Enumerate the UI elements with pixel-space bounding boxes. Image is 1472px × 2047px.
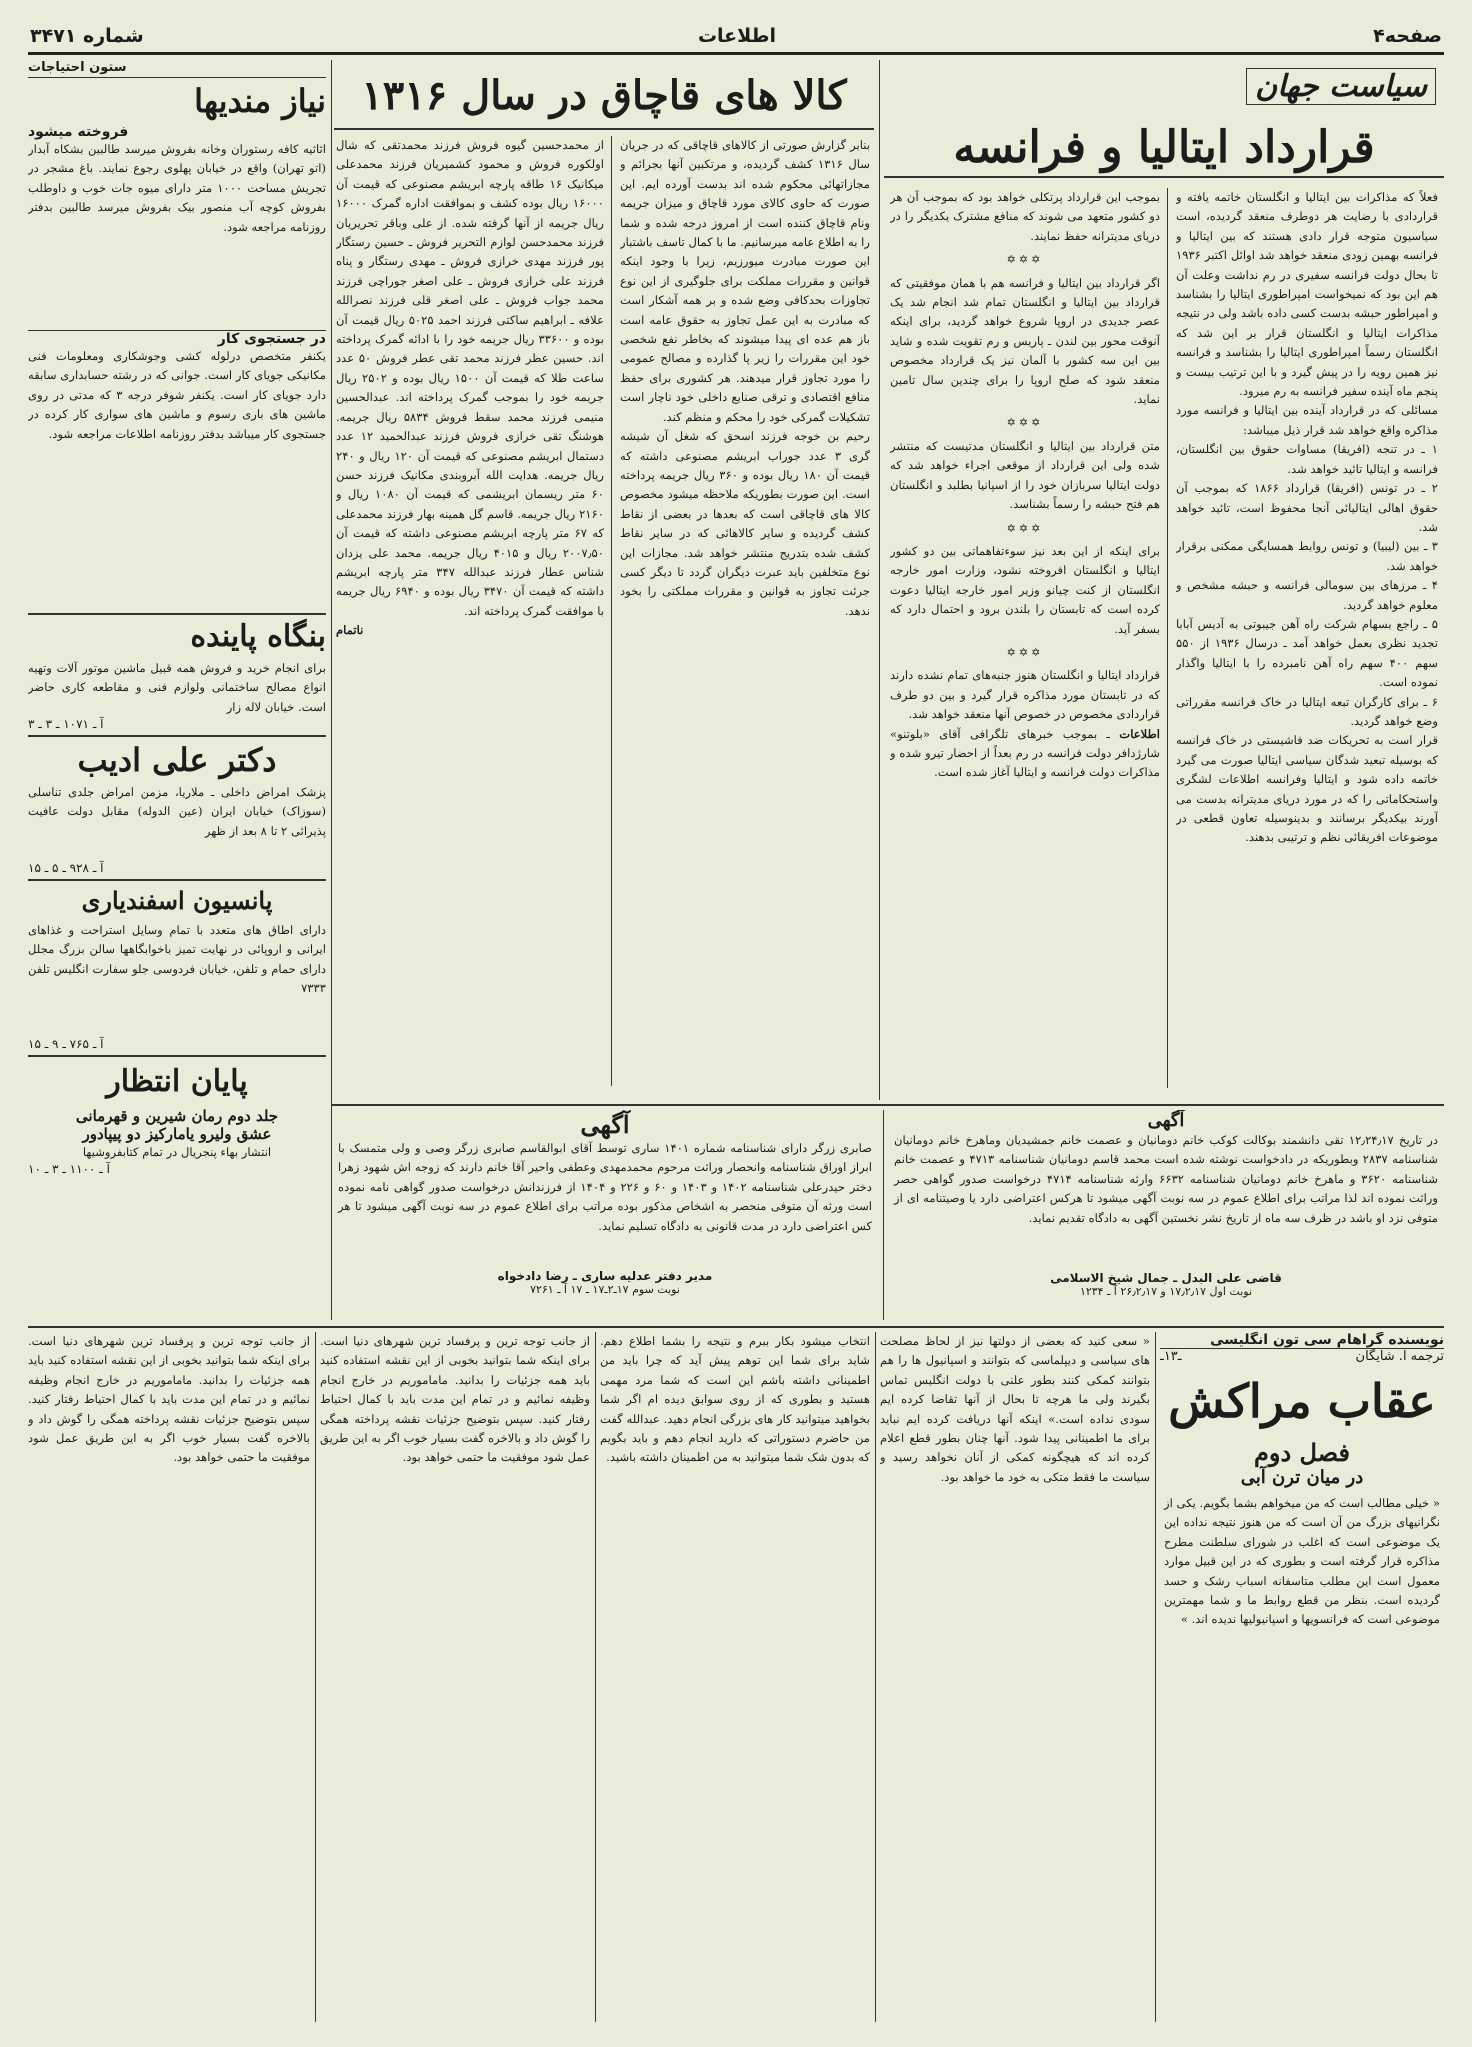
politics-item-5: ۵ ـ راجع بسهام شرکت راه آهن جیبوتی به آدیس آبابا تجدید نظری بعمل خواهد آمد ـ درسال ۱۹۳۶ از ۵۵۰ سهم ۴۰۰ سهم راه آهن نامبرده را با ایتالیا واگذار نموده است. — [1176, 616, 1438, 690]
notice-1-text: صابری زرگر دارای شناسنامه شماره ۱۴۰۱ ساری توسط آقای ابوالقاسم صابری زرگر وصی و ولی متمسک با ابراز اوراق شناسنامه وانحصار وراثت مرحوم محمدمهدی وعطفی واحیر آقا خانم دارند که زوجه اش شهود زهرا دختر حیدرعلی شناسنامه ۱۴۰۲ و ۱۴۰۳ و ۶۰ و ۲۲۶ و ۱۴۰۴ از فرزندانش درخواست صدور گواهی نامه نموده است ورثه آن متوفی منحصر به اشخاص مذکور بوده مراتب برای اطلاع عموم در سه نوبت آگهی میشود تا هر کس اعتراضی دارد در مدت قانونی به دادگاه تسلیم نماید. — [338, 1141, 872, 1233]
contraband-text-3: رحیم بن خوجه فرزند اسحق که شغل آن شیشه گری ۳ عدد جوراب ابریشم مصنوعی داشته که قیمت آن ۱۸۰ ریال بوده و ۳۶۰ ریال جریمه پرداخته است. این صورت بطوریکه ملاحظه میشود مخصوص کالا های قاچاقی است که بعدها در بعضی از نقاط کشف گردیده و سایر کالاهائی که در سایر نقاط کشف شده بتدریج منتشر خواهد شد. مجازات این نوع متخلفین باید عبرت دیگران گردد تا دیگر کسی جرئت تجاوز به قوانین و مقررات مملکتی را بخود ندهد. — [620, 429, 870, 618]
end-text: انتشار بهاء پنجریال در تمام کتابفروشیها — [82, 1145, 272, 1159]
politics-col2-para-d: برای اینکه از این بعد نیز سوءتفاهماتی بین دو کشور ایتالیا و انگلستان افروخته نشود، وزارت امور خارجه انگلستان از کنت چیانو وزیر امور خارجه ایتالیا دعوت کرده است که تابستان را بلندن برود و احتمال دارد که بسفر آید. — [890, 543, 1160, 636]
separator-stars: ✡✡✡ — [1006, 645, 1044, 659]
needs-label: ستون احتیاجات — [28, 60, 326, 78]
contraband-text-1: بنابر گزارش صورتی از کالاهای قاچاقی که در جریان سال ۱۳۱۶ کشف گردیده، و مرتکبین آنها بجرائم و مجازاتهائی محکوم شده اند بدست آورده ایم. این صورت که حاوی کالای مورد قاچاق و میزان جریمه ونام قاچاق کننده است از امروز درجه شده و شما را به اطلاع عامه میرسانیم. ما با کمال تاسف باشتبار این صورت مبادرت میورزیم، زیرا با وجود اینکه قوانین و مقررات مملکت برای جلوگیری از این نوع تجاوزات بحدکافی وضع شده و بر همه آشکار است که مبادرت به این عمل تجاوز به حقوق عامه است باز هم عده ای پیدا میشوند که بخاطر نفع شخصی خود این مقررات را زیر پا گذارده و مصالح عمومی را مورد تجاوز قرار میدهند. هر کشوری برای حفظ منافع اقتصادی و ترقی صنایع داخلی خود ناچار است تشکیلات گمرکی خود را محکم و منظم کند. — [620, 138, 870, 424]
bongah-ref: آ ـ ۱۰۷۱ ـ ۳ ـ ۳ — [28, 717, 104, 731]
notice-1 — [332, 1110, 878, 1320]
needs-title: نیاز مندیها — [194, 82, 326, 120]
doctor-ref: آ ـ ۹۲۸ ـ ۵ ـ ۱۵ — [28, 861, 104, 875]
notice-2-signature: قاضی علی البدل ـ جمال شیخ الاسلامی — [1050, 1271, 1282, 1285]
serial-subtitle: در میان ترن آبی — [1240, 1467, 1364, 1488]
seeking-heading: در جستجوی کار — [28, 330, 326, 347]
end-line-2: عشق ولیرو یامارکیز دو پیپادور — [82, 1125, 272, 1143]
unfinished-label: ناتمام — [336, 623, 364, 638]
politics-col2-para-b: اگر قرارداد بین ایتالیا و فرانسه هم با همان موفقیتی که قرارداد بین ایتالیا و انگلستان تمام شد انجام شد یک عصر جدیدی در اروپا شروع خواهد گردید، برای اینکه آنوقت محور بین لندن ـ پاریس و رم تقویت شده و شاید بین این سه کشور با آلمان نیز یک قرارداد مخصوص منعقد شود که صلح اروپا را برای چندین سال تامین نماید. — [890, 275, 1160, 407]
politics-column-1 — [1176, 188, 1438, 1088]
politics-col2-para-a: بموجب این قرارداد پرتکلی خواهد بود که بموجب آن هر دو کشور متعهد می شوند که منافع مشترک یکدیگر را در دریای مدیترانه حفظ نمایند. — [890, 190, 1160, 243]
bongah-text: برای انجام خرید و فروش همه قبیل ماشین موتور آلات وتهیه انواع مصالح ساختمانی ولوازم فنی و مقاطعه کاری حاضر است. خیابان لاله زار — [28, 661, 326, 714]
page-number: صفحه۴ — [1373, 25, 1442, 47]
masthead: اطلاعات — [697, 25, 776, 47]
section-title: سیاست جهان — [1246, 68, 1436, 105]
notice-2-title: آگهی — [1147, 1110, 1185, 1131]
serial-translator: ترجمه ا. شایگان — [1355, 1349, 1444, 1364]
serial-chapter: فصل دوم — [1254, 1438, 1350, 1467]
issue-number: شماره ۳۴۷۱ — [30, 25, 144, 47]
politics-block — [884, 60, 1444, 1100]
column-rule — [1155, 1332, 1156, 2022]
pension-text: دارای اطاق های متعدد با تمام وسایل استراحت و غذاهای ایرانی و اروپائی در نهایت تمیز باخوابگاهها سالن بزرگ مجلل دارای حمام و تلفن، خیابان فردوسی جلو سفارت انگلیس تلفن ۷۳۳۳ — [28, 923, 326, 996]
column-rule — [595, 1332, 596, 2022]
politics-column-2 — [890, 188, 1160, 1088]
column-rule — [875, 1332, 876, 2022]
serial-column-3: انتخاب میشود بکار ببرم و نتیجه را بشما اطلاع دهم. شاید برای شما این توهم پیش آید که چرا باید من اطمینانی داشته باشم این است که شما مرد مهمی هستید و بطوری که از روی سوابق دیده ام اگر شما بخواهید میتوانید کار های بزرگی انجام دهید. عبدالله گفت من حاضرم دستوراتی که دارید انجام دهم و باید بگویم که بدون شک شما میتوانید به من اطمینان داشته باشید. — [600, 1334, 870, 1465]
end-line-1: جلد دوم رمان شیرین و قهرمانی — [75, 1107, 279, 1125]
column-rule — [611, 136, 612, 1086]
serial-column-2: « سعی کنید که بعضی از دولتها نیز از لحاظ مصلحت های سیاسی و دیپلماسی که بتوانند و اسپانیول ها را هم بتوانند کمکی کنند بطور علنی با دولت انگلیس تماس بگیرند ولی ما هرچه تا بحال از آنها تقاضا کرده ایم سودی نداده است.» اینکه آنها دریافت کرده ایم نباید برای ما اطمینانی پیدا شود. آنها چنان بطور قطع اعلام کرده اند که هیچگونه کمکی از آنان نخواهد رسید و سیاست ما فقط متکی به خود ما خواهد بود. — [880, 1334, 1150, 1484]
pension-title: پانسیون اسفندیاری — [81, 886, 273, 915]
column-rule — [315, 1332, 316, 2022]
serial-title: عقاب مراکش — [1168, 1374, 1436, 1428]
separator-stars: ✡✡✡ — [1006, 521, 1044, 535]
doctor-title: دکتر علی ادیب — [77, 741, 277, 779]
note-text: ـ بموجب خبرهای تلگرافی آقای «بلوتنو» شارژدافر دولت فرانسه در رم بعداً از احضار تیرو شده و مذاکرات دولت فرانسه و ایتالیا آغاز شده است. — [890, 726, 1160, 780]
serial-author: نویسنده گراهام سی تون انگلیسی — [1160, 1332, 1444, 1349]
contraband-text-2: از محمدحسین گیوه فروش فرزند محمدتقی که شال اولکوره فروش و محمود کشمیریان فرزند محمدعلی میکانیک ۱۶ طاقه پارچه ابریشم مصنوعی که قیمت آن ۱۶۰۰۰ ریال بوده کشف و بموافقت اداره گمرک ۱۶۰۰۰ ریال جریمه از آنها گرفته شده. از علی وباقر تحریریان فرزند محمدحسن لوازم التحریر فروش ـ حسین رستگار پور فرزند مهدی خرازی فروش ـ مهدی رستگار و پناه فرزند علی خرازی فروش ـ علی اصغر جوراچی فرزند محمد جواب فروش ـ علی اصغر قلی فرزند نصرالله علافه ـ ابراهیم ساکتی فرزند احمد ۵۰۲۵ ریال قیمت آن بوده و ۳۳۶۰۰ ریال جریمه خود را با ادائه گمرک پرداخته اند. حسین عطر فرزند محمد تقی عطر فروش ۵۰ عدد ساعت طلا که قیمت آن ۱۵۰۰ ریال بوده و ۲۵۰۲ ریال جریمه خود را بموجب گمرک پرداخته اند. عبدالحسین منیمی فرزند محمد سقط فروش ۵۸۳۴ ریال جریمه. هوشنگ تقی خرازی فروش فرزند عبدالحمید ۱۲ عدد دستمال ابریشم مصنوعی که قیمت آن ۱۲۰ ریال و ۲۴۰ ریال جریمه. هدایت الله آبروبندی مکانیک فرزند حسن ۶۰ متر ریسمان ابریشمی که قیمت آن ۱۰۸۰ ریال و ۲۱۶۰ ریال جریمه. قاسم گل همینه بهار فرزند محمدعلی که ۶۷ متر پارچه ابریشم مصنوعی داشته که قیمت آن ۲۰۰۷٫۵۰ ریال و ۴۰۱۵ ریال جریمه. محمد علی یزدان شناس عطار فرزند عبدالله ۳۴۷ متر پارچه ابریشم داشته که قیمت آن ۳۴۷۰ ریال بوده و ۶۹۴۰ ریال جریمه با موافقت گمرک پرداخته اند. — [336, 138, 604, 618]
separator-stars: ✡✡✡ — [1006, 253, 1044, 267]
notice-2-text: در تاریخ ۱۲٫۲۴٫۱۷ تقی دانشمند بوکالت کوکب خانم دومانیان و عصمت خانم جمشیدیان وماهرخ خانم دومانیان شناسنامه ۲۸۳۷ وبطوریکه در دادخواست نوشته شده است محمد قاسم دومانیان شناسنامه ۴۷۱۳ و عصمت خانم شناسنامه ۳۶۲۰ و ماهرخ خانم دومانیان شناسنامه ۶۶۳۲ وارثه شناسنامه ۴۷۱۴ درخواست صدور گواهی حصر وراثت نموده اند لذا مراتب برای اطلاع عموم در سه نوبت آگهی میشود تا هرکس اعتراضی دارد یا وصیتنامه ای از متوفی نزد او باشد در ظرف سه ماه از تاریخ نشر نخستین آگهی به دادگاه تقدیم نماید. — [894, 1133, 1438, 1225]
politics-col2-para-c: متن قرارداد بین ایتالیا و انگلستان مدتیست که منتشر شده ولی این قرارداد از موقعی اجراء خواهد شد که دولت ایتالیا سربازان خود را از اسپانیا بطلبد و انگلستان هم فتح حبشه را رسماً بشناسد. — [890, 438, 1160, 512]
doctor-text: پزشک امراض داخلی ـ ملاریا، مزمن امراض جلدی تناسلی (سوزاک) خیابان ایران (عین الدوله) مقابل دولت عافیت پذیرائی ۲ تا ۸ بعد از ظهر — [28, 785, 326, 838]
newspaper-page — [28, 18, 1444, 2030]
separator-stars: ✡✡✡ — [1006, 416, 1044, 430]
for-sale-heading: فروخته میشود — [28, 124, 129, 140]
politics-col2-para-e: قرارداد ایتالیا و انگلستان هنوز جنبه‌های تمام نشده دارند که در تابستان مورد مذاکره قرار گیرد و بین دو طرف قراردادی مخصوص در خصوص آنها منعقد خواهد شد. — [890, 668, 1160, 722]
end-ref: آ ـ ۱۱۰۰ ـ ۳ ـ ۱۰ — [28, 1162, 110, 1177]
column-rule — [883, 1110, 884, 1320]
pension-ref: آ ـ ۷۶۵ ـ ۹ ـ ۱۵ — [28, 1037, 104, 1051]
adverts-column — [28, 60, 326, 1322]
row-rule — [28, 1326, 1444, 1328]
politics-item-4: ۴ ـ مرزهای بین سومالی فرانسه و حبشه مشخص و معلوم خواهد گردید. — [1176, 578, 1438, 612]
politics-para-2: مسائلی که در قرارداد آینده بین ایتالیا و فرانسه مورد مذاکره واقع خواهد شد قرار ذیل میباشد: — [1176, 403, 1438, 437]
serial-title-block — [1160, 1332, 1444, 2022]
politics-item-1: ۱ ـ در تنجه (افریقا) مساوات حقوق بین انگلستان، فرانسه و ایتالیا تائید خواهد شد. — [1176, 442, 1438, 476]
note-label: اطلاعات — [1119, 726, 1160, 741]
end-title: پایان انتظار — [106, 1064, 248, 1099]
contraband-column-1 — [620, 136, 870, 1086]
seeking-text: یکنفر متخصص درلوله کشی وجوشکاری ومعلومات فنی مکانیکی جویای کار است. جوانی که در رشته حسابداری سابقه دارد جویای کار است. یکنفر شوفر درجه ۳ که مدتی در روی ماشین های باری رسوم و ماشین های سواری کار کرده در جستجوی کار میباشد بدفتر روزنامه اطلاعات مراجعه شود. — [28, 349, 326, 441]
row-rule — [332, 1104, 1444, 1106]
politics-item-6: ۶ ـ برای کارگران تبعه ایتالیا در خاک فرانسه مقرراتی وضع خواهد گردید. — [1176, 694, 1438, 728]
notice-1-signature: مدیر دفتر عدلیه ساری ـ رضا دادخواه — [497, 1269, 713, 1283]
politics-item-3: ۳ ـ بین (لیبیا) و تونس روابط همسایگی ممکنی برقرار خواهد شد. — [1176, 539, 1438, 573]
notice-2-ref: نوبت اول ۱۷٫۲٫۱۷ و ۲۶٫۲٫۱۷ آ ـ ۱۲۳۴ — [1079, 1285, 1253, 1298]
politics-headline: قرارداد ایتالیا و فرانسه — [884, 120, 1444, 178]
serial-text-4: از جانب توجه ترین و پرفساد ترین شهرهای دنیا است. برای اینکه شما بتوانید بخوبی از این نقشه استفاده کنید باید همه جزئیات را بدانید. ماماموریم در خارج انجام وظیفه نمائیم و در تمام این مدت باید با کمال احتیاط رفتار کنید. سپس بتوضیح جزئیات نقشه پرداخته همگی را گوش داد و بالاخره گفت بسیار خوب اگر به این طریق عمل شود موفقیت ما حتمی خواهد بود. — [28, 1334, 310, 1465]
contraband-headline: کالا های قاچاق در سال ۱۳۱۶ — [334, 64, 874, 130]
page-header — [28, 25, 1444, 55]
notice-1-title: آگهی — [580, 1110, 630, 1139]
section-rule — [879, 60, 880, 1100]
serial-column-5 — [28, 1332, 310, 2022]
serial-text-1: « خیلی مطالب است که من میخواهم بشما بگویم. یکی از نگرانیهای بزرگ من آن است که من هنوز نتیجه نداده این یک موضوعی است که اغلب در شورای سلطنت مطرح مذاکره قرار گرفته است و بطوری که در این قبیل موارد معمول است این مطلب متاسفانه اسباب رشک و حسد گردیده است. بنظر من قطع روابط ما و شما مهمترین موضوعی است که فرانسویها و اسپانیولیها ندیده اند. » — [1164, 1496, 1440, 1627]
notice-1-ref: نوبت سوم ۱۷ـ۲ـ۱۷ ـ ۱۷ آ ـ ۷۲۶۱ — [530, 1283, 680, 1296]
bongah-title: بنگاه پاینده — [190, 619, 326, 654]
notice-2 — [888, 1110, 1444, 1320]
politics-para-1: فعلاً که مذاکرات بین ایتالیا و انگلستان خاتمه یافته و قراردادی با رضایت هر دوطرف منعقد گردیده، است سیاسیون متوجه قرار دادی هستند که بین ایتالیا و فرانسه بهمین زودی منعقد خواهد شد اوائل اکتبر ۱۹۳۶ تا بحال دولت فرانسه سفیری در رم نداشت وعلت آن هم این بود که نمیخواست امپراطوری ایتالیا را بشناسد و امپراطور حبشه بدست کسی داده باشد ولی در نتیجه مذاکرات ایتالیا و انگلستان قرار بر این شد که انگلستان رسماً امپراطوری ایتالیا را بشناسد و فرانسه نیز همین رویه را در پیش گیرد و با این ترتیب بیست و پنجم ماه آینده سفیر فرانسه به رم میرود. — [1176, 190, 1438, 399]
contraband-block — [334, 60, 874, 1100]
serial-number: ـ۱۳ـ — [1160, 1349, 1182, 1364]
contraband-column-2 — [336, 136, 604, 1086]
column-rule — [1167, 188, 1168, 1088]
politics-item-2: ۲ ـ در تونس (افریقا) قرارداد ۱۸۶۶ که بموجب آن حقوق اهالی ایتالیائی آنجا محفوظ است، تائید خواهد شد. — [1176, 481, 1438, 534]
serial-column-4: از جانب توجه ترین و پرفساد ترین شهرهای دنیا است. برای اینکه شما بتوانید بخوبی از این نقشه استفاده کنید باید همه جزئیات را بدانید. ماماموریم در خارج انجام وظیفه نمائیم و در تمام این مدت باید با کمال احتیاط رفتار کنید. سپس بتوضیح جزئیات نقشه پرداخته همگی را گوش داد و بالاخره گفت بسیار خوب اگر به این طریق عمل شود موفقیت ما حتمی خواهد بود. — [320, 1334, 590, 1465]
politics-para-3: قرار است به تحریکات ضد فاشیستی در خاک فرانسه که بوسیله تبعید شدگان سیاسی ایتالیا صورت می گیرد خاتمه داده شود و ایتالیا وفرانسه اطلاعات لشگری واستحکاماتی را که در مورد دریای مدیترانه بدست می آورند بیکدیگر برسانند و بدینوسیله تعاون قطعی در موضوعات افریقائی نظم و ترتیبی بدهند. — [1176, 733, 1438, 845]
for-sale-text: اثاثیه کافه رستوران وخانه بفروش میرسد طالبین بشکاه آبدار (اتو تهران) واقع در خیابان پهلوی رجوع نمایند. باغ مشجر در تجریش مساحت ۱۰۰۰ متر دارای میوه جات خوب و داوطلب بفروش کوچه آب منصور بیک بفروش میرسد طالبین بدفتر روزنامه مراجعه شود. — [28, 142, 326, 234]
